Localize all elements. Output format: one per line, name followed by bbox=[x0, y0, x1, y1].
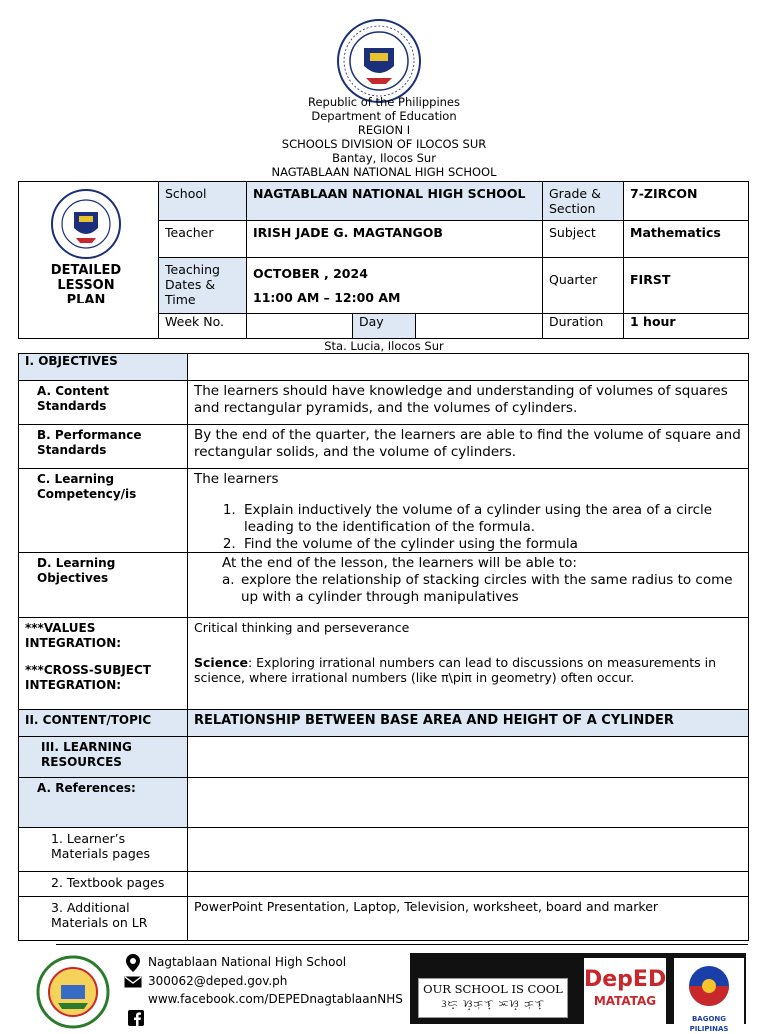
school-value: NAGTABLAAN NATIONAL HIGH SCHOOL bbox=[246, 181, 543, 221]
subject-value: Mathematics bbox=[623, 220, 749, 258]
school-label: School bbox=[158, 181, 247, 221]
quarter-value: FIRST bbox=[623, 257, 749, 314]
cross-subject-label: ***CROSS-SUBJECT INTEGRATION: bbox=[25, 663, 151, 692]
document-heading bbox=[0, 95, 768, 179]
heading-line: Republic of the Philippines bbox=[307, 95, 461, 109]
additional-materials-label: 3. Additional Materials on LR bbox=[18, 896, 188, 941]
content-standards-label: A. Content Standards bbox=[18, 380, 188, 425]
baybayin-script: ᜂᜇ᜔ ᜐ᜔ᜃᜓᜎ᜔ ᜁᜐ᜔ ᜃᜓᜎ᜔ bbox=[441, 999, 545, 1010]
integration-values bbox=[187, 617, 749, 710]
location-pin-icon bbox=[126, 954, 140, 977]
school-cool-text: OUR SCHOOL IS COOL bbox=[423, 982, 563, 996]
item-marker: a. bbox=[222, 572, 235, 588]
heading-line: REGION I bbox=[357, 123, 411, 137]
learning-objective-text: explore the relationship of stacking circles with the same radius to come up with a cylinder through manipulatives bbox=[241, 572, 733, 605]
integration-labels bbox=[18, 617, 188, 710]
heading-line: SCHOOLS DIVISION OF ILOCOS SUR bbox=[281, 137, 487, 151]
cross-subject-description: : Exploring irrational numbers can lead to discussions on measurements in science, where irrational numbers (like π\piπ in geometry) often occur. bbox=[194, 655, 717, 685]
footer-divider bbox=[56, 944, 748, 945]
deped-seal-top bbox=[336, 18, 422, 104]
teaching-dates-label: Teaching Dates & Time bbox=[158, 257, 247, 314]
objectives-heading: I. OBJECTIVES bbox=[18, 353, 188, 381]
teacher-value: IRISH JADE G. MAGTANGOB bbox=[246, 220, 543, 258]
quarter-label: Quarter bbox=[542, 257, 624, 314]
competency-item: 1. Explain inductively the volume of a cylinder using the area of a circle leading to the identification of the formula. bbox=[240, 502, 742, 536]
learning-objective-item bbox=[194, 572, 742, 606]
location-text: Sta. Lucia, Ilocos Sur bbox=[324, 339, 444, 353]
learning-resources-label: III. LEARNING RESOURCES bbox=[18, 736, 188, 778]
teacher-label: Teacher bbox=[158, 220, 247, 258]
learning-objectives-label: D. Learning Objectives bbox=[18, 552, 188, 618]
subject-label: Subject bbox=[542, 220, 624, 258]
learners-materials-label: 1. Learner’s Materials pages bbox=[18, 827, 188, 872]
performance-standards-label: B. Performance Standards bbox=[18, 424, 188, 469]
day-value bbox=[415, 313, 543, 339]
learning-competency-label: C. Learning Competency/is bbox=[18, 468, 188, 553]
competency-item: 2. Find the volume of the cylinder using the formula bbox=[240, 536, 742, 553]
references-value bbox=[187, 777, 749, 828]
learning-objectives-value bbox=[187, 552, 749, 618]
teaching-time: 11:00 AM – 12:00 AM bbox=[253, 290, 401, 305]
footer-school-row bbox=[148, 954, 346, 971]
values-integration-text: Critical thinking and perseverance bbox=[194, 620, 410, 635]
week-value bbox=[246, 313, 353, 339]
learning-competency-value bbox=[187, 468, 749, 553]
content-standards-value: The learners should have knowledge and understanding of volumes of squares and rectangular pyramids, and the volumes of cylinders. bbox=[187, 380, 749, 425]
deped-logo-text: DepED bbox=[584, 967, 667, 992]
footer-facebook-link[interactable]: www.facebook.com/DEPEDnagtablaanNHS bbox=[148, 992, 403, 1006]
competency-list bbox=[194, 502, 742, 553]
performance-standards-value: By the end of the quarter, the learners are able to find the volume of square and rectangular solids, and the volume of cylinders. bbox=[187, 424, 749, 469]
bagong-pilipinas-text: BAGONG PILIPINAS bbox=[689, 1015, 729, 1033]
objectives-value bbox=[187, 353, 749, 381]
duration-label: Duration bbox=[542, 313, 624, 339]
content-topic-label: II. CONTENT/TOPIC bbox=[18, 709, 188, 737]
cross-subject-name: Science bbox=[194, 655, 248, 670]
heading-line: NAGTABLAAN NATIONAL HIGH SCHOOL bbox=[271, 165, 497, 179]
learning-resources-value bbox=[187, 736, 749, 778]
competency-intro: The learners bbox=[194, 471, 279, 487]
heading-line: Department of Education bbox=[311, 109, 457, 123]
textbook-pages-value bbox=[187, 871, 749, 897]
learners-materials-value bbox=[187, 827, 749, 872]
content-topic-value: RELATIONSHIP BETWEEN BASE AREA AND HEIGHT OF A CYLINDER bbox=[187, 709, 749, 737]
our-school-is-cool-logo bbox=[418, 978, 568, 1018]
values-integration-label: ***VALUES INTEGRATION: bbox=[25, 621, 122, 650]
footer-email[interactable]: 300062@deped.gov.ph bbox=[148, 974, 288, 988]
day-label: Day bbox=[352, 313, 416, 339]
cross-subject-text bbox=[194, 655, 742, 685]
matatag-text: MATATAG bbox=[593, 994, 657, 1008]
grade-section-label: Grade & Section bbox=[542, 181, 624, 221]
deped-matatag-logo bbox=[584, 958, 666, 1024]
school-seal bbox=[36, 955, 110, 1029]
heading-line: Bantay, Ilocos Sur bbox=[332, 151, 436, 165]
textbook-pages-label: 2. Textbook pages bbox=[18, 871, 188, 897]
duration-value: 1 hour bbox=[623, 313, 749, 339]
footer-email-row bbox=[148, 973, 287, 990]
grade-section-value: 7-ZIRCON bbox=[623, 181, 749, 221]
learning-objectives-intro: At the end of the lesson, the learners will be able to: bbox=[222, 555, 577, 571]
references-label: A. References: bbox=[18, 777, 188, 828]
additional-materials-value: PowerPoint Presentation, Laptop, Television, worksheet, board and marker bbox=[187, 896, 749, 941]
teaching-date: OCTOBER , 2024 bbox=[253, 266, 368, 281]
dlp-title: DETAILED LESSON PLAN bbox=[50, 263, 122, 303]
week-label: Week No. bbox=[158, 313, 247, 339]
teaching-dates-value bbox=[246, 257, 543, 314]
bagong-pilipinas-logo bbox=[674, 958, 744, 1033]
mail-icon bbox=[124, 976, 142, 993]
facebook-icon[interactable] bbox=[128, 1010, 144, 1030]
footer-school-name: Nagtablaan National High School bbox=[148, 955, 347, 969]
deped-seal-small bbox=[40, 188, 132, 260]
